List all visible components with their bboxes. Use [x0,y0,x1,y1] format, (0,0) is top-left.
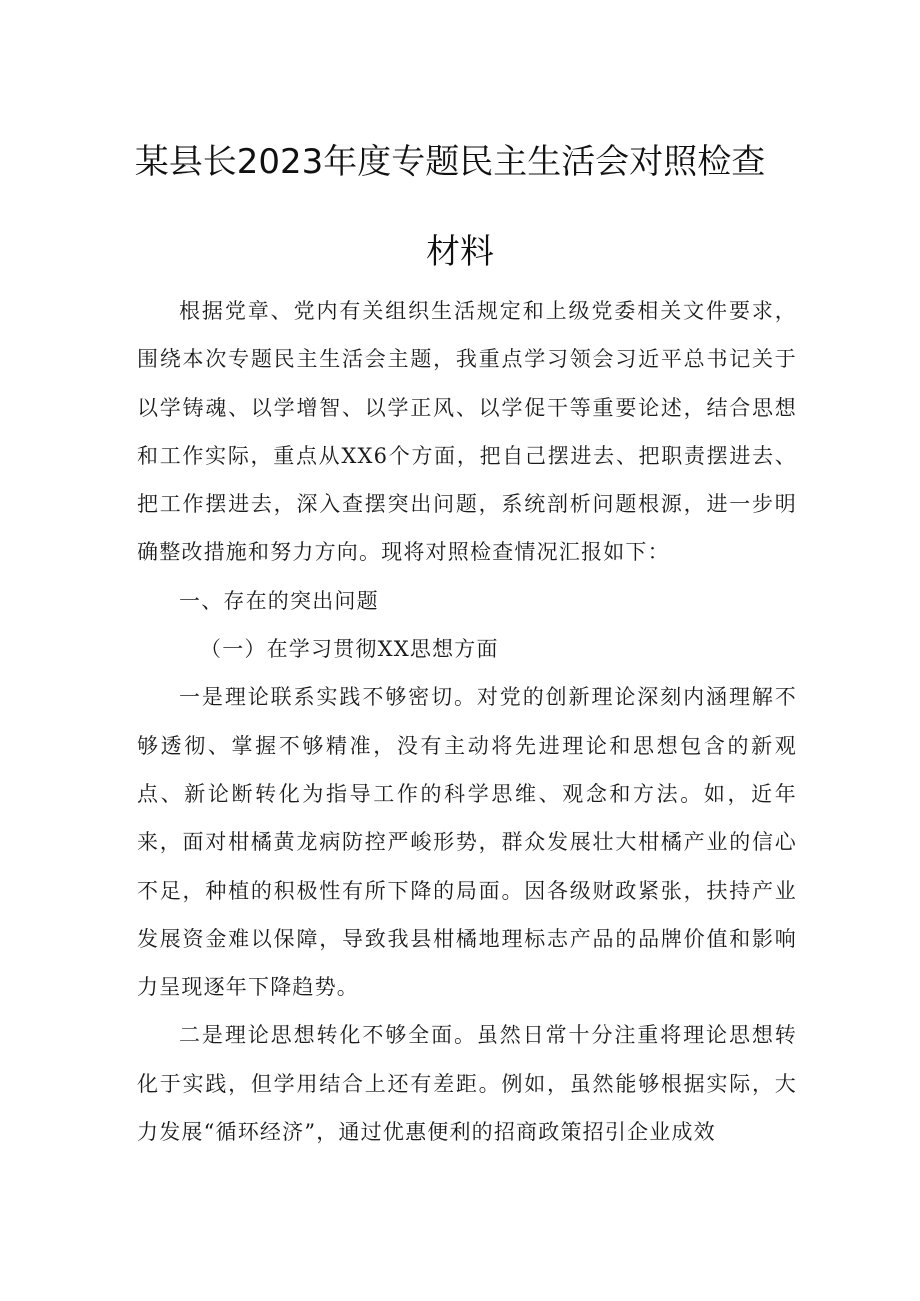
intro-paragraph: 根据党章、党内有关组织生活规定和上级党委相关文件要求，围绕本次专题民主生活会主题，我重点学习领会习近平总书记关于以学铸魂、以学增智、以学正风、以学促干等重要论述，结合思想和工作实际，重点从XX6个方面，把自己摆进去、把职责摆进去、把工作摆进去，深入查摆突出问题，系统剖析问题根源，进一步明确整改措施和努力方向。现将对照检查情况汇报如下： [137,299,797,565]
document-title-line-1: 某县长2023年度专题民主生活会对照检查 [134,142,766,182]
subsection-heading: （一）在学习贯彻XX思想方面 [200,637,499,662]
document-title-line-2: 材料 [426,232,494,272]
section-heading: 一、存在的突出问题 [179,588,379,613]
body-paragraph: 二是理论思想转化不够全面。虽然日常十分注重将理论思想转化于实践，但学用结合上还有差距。例如，虽然能够根据实际，大力发展“循环经济”，通过优惠便利的招商政策招引企业成效 [137,1023,797,1145]
document-body [137,287,797,1156]
body-paragraph: 一是理论联系实践不够密切。对党的创新理论深刻内涵理解不够透彻、掌握不够精准，没有主动将先进理论和思想包含的新观点、新论断转化为指导工作的科学思维、观念和方法。如，近年来，面对柑橘黄龙病防控严峻形势，群众发展壮大柑橘产业的信心不足，种植的积极性有所下降的局面。因各级财政紧张，扶持产业发展资金难以保障，导致我县柑橘地理标志产品的品牌价值和影响力呈现逐年下降趋势。 [137,685,797,1000]
